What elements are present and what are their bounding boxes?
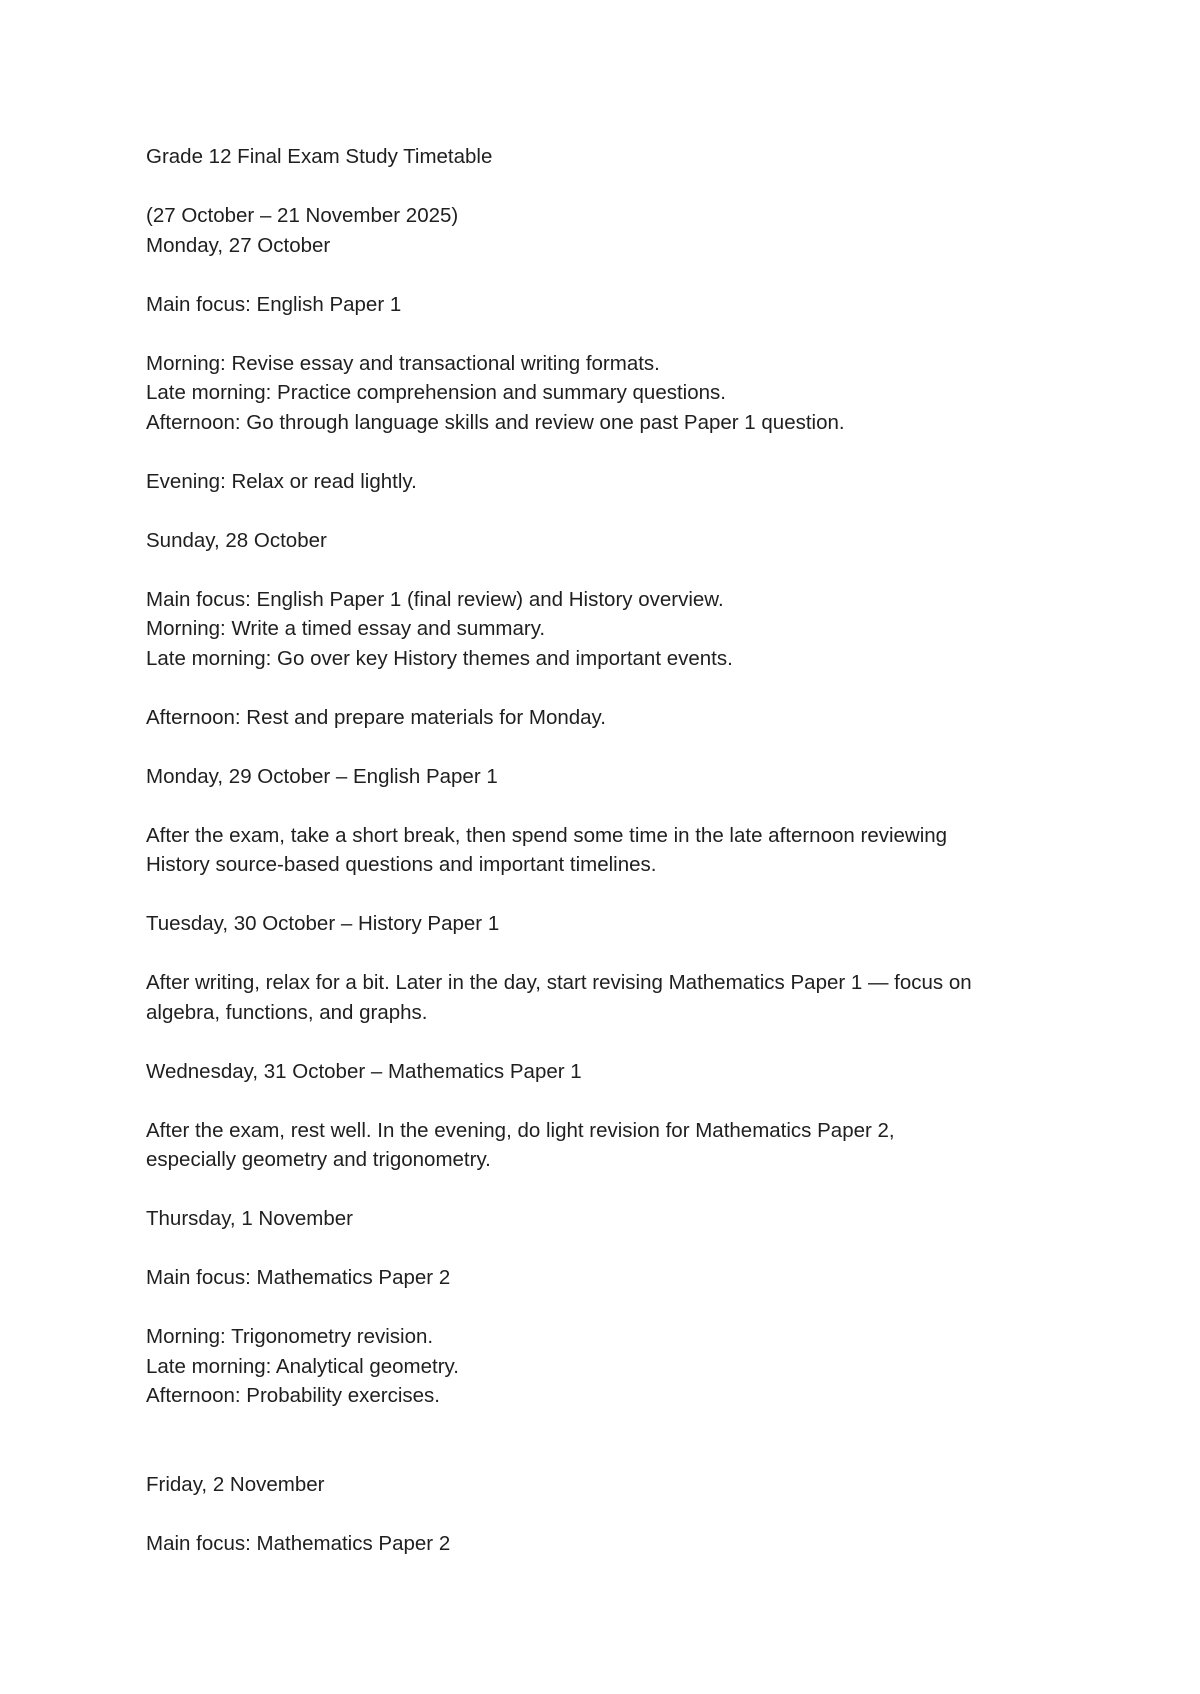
day-heading-friday-2: Friday, 2 November	[146, 1472, 325, 1496]
spacer	[146, 1086, 1066, 1116]
day-heading-sunday-28: Sunday, 28 October	[146, 528, 327, 552]
paragraph-line: History source-based questions and important timelines.	[146, 853, 657, 876]
document-title: Grade 12 Final Exam Study Timetable	[146, 145, 493, 168]
spacer	[146, 172, 1066, 202]
schedule-late-morning: Late morning: Practice comprehension and summary questions.	[146, 381, 726, 404]
main-focus: Main focus: English Paper 1 (final review) and History overview.	[146, 587, 724, 611]
spacer	[146, 555, 1066, 585]
spacer	[146, 437, 1066, 467]
main-focus: Main focus: Mathematics Paper 2	[146, 1531, 451, 1555]
spacer	[146, 1175, 1066, 1205]
spacer	[146, 496, 1066, 526]
day-heading-monday-29: Monday, 29 October – English Paper 1	[146, 764, 498, 788]
day-heading-thursday-1: Thursday, 1 November	[146, 1207, 353, 1230]
schedule-morning: Morning: Revise essay and transactional writing formats.	[146, 351, 660, 375]
spacer	[146, 791, 1066, 821]
date-range: (27 October – 21 November 2025)	[146, 204, 459, 227]
schedule-afternoon: Afternoon: Rest and prepare materials for Monday.	[146, 705, 606, 729]
schedule-evening: Evening: Relax or read lightly.	[146, 469, 417, 493]
main-focus: Main focus: English Paper 1	[146, 292, 402, 316]
day-heading-monday-27: Monday, 27 October	[146, 233, 331, 257]
spacer	[146, 1411, 1066, 1470]
schedule-morning: Morning: Trigonometry revision.	[146, 1325, 434, 1348]
spacer	[146, 1499, 1066, 1529]
schedule-afternoon: Afternoon: Probability exercises.	[146, 1384, 440, 1407]
paragraph-line: After writing, relax for a bit. Later in the day, start revising Mathematics Paper 1 — focus on	[146, 971, 972, 994]
schedule-afternoon: Afternoon: Go through language skills and review one past Paper 1 question.	[146, 410, 845, 434]
spacer	[146, 880, 1066, 910]
document-page	[146, 142, 1066, 1558]
paragraph-line: After the exam, take a short break, then spend some time in the late afternoon reviewing	[146, 823, 948, 847]
spacer	[146, 1234, 1066, 1264]
main-focus: Main focus: Mathematics Paper 2	[146, 1266, 451, 1289]
spacer	[146, 673, 1066, 703]
schedule-morning: Morning: Write a timed essay and summary.	[146, 617, 546, 640]
paragraph-line: algebra, functions, and graphs.	[146, 1000, 428, 1024]
day-heading-tuesday-30: Tuesday, 30 October – History Paper 1	[146, 912, 500, 935]
spacer	[146, 939, 1066, 969]
schedule-late-morning: Late morning: Analytical geometry.	[146, 1354, 459, 1378]
schedule-late-morning: Late morning: Go over key History themes and important events.	[146, 646, 733, 670]
paragraph-line: especially geometry and trigonometry.	[146, 1148, 491, 1171]
spacer	[146, 260, 1066, 290]
spacer	[146, 319, 1066, 349]
day-heading-wednesday-31: Wednesday, 31 October – Mathematics Paper 1	[146, 1059, 582, 1083]
spacer	[146, 1027, 1066, 1057]
spacer	[146, 732, 1066, 762]
spacer	[146, 1293, 1066, 1323]
paragraph-line: After the exam, rest well. In the evening, do light revision for Mathematics Paper 2,	[146, 1118, 895, 1142]
